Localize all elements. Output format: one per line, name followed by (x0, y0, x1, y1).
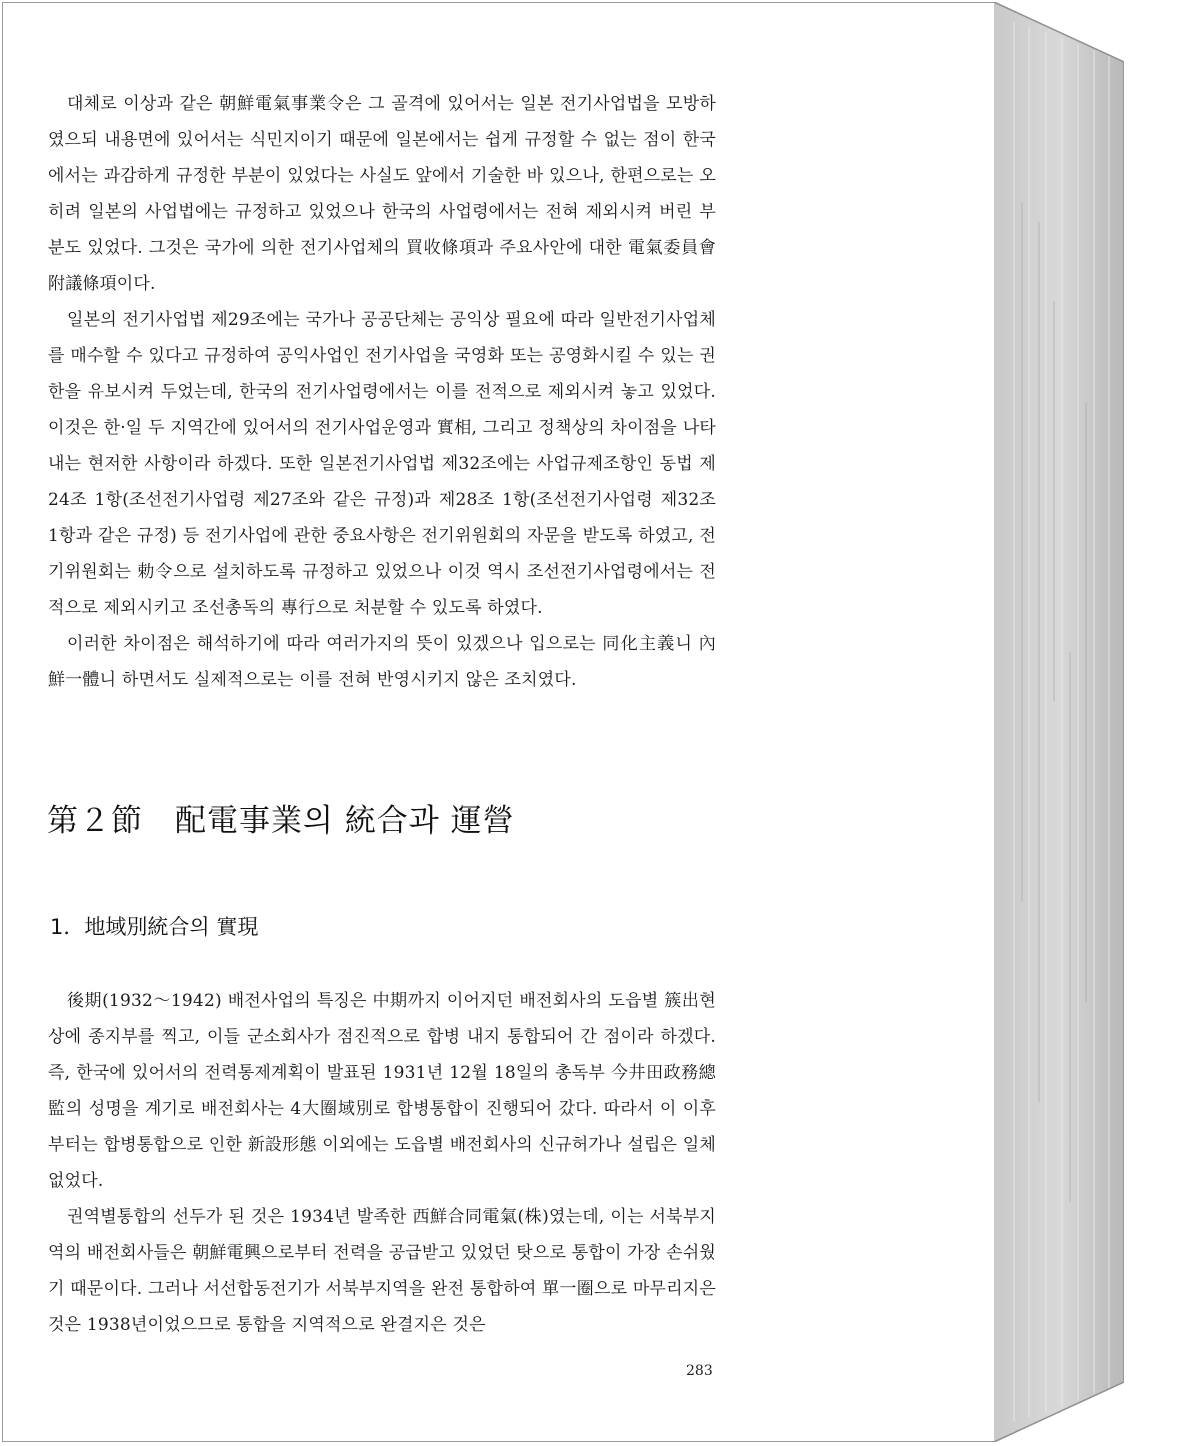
paragraph: 後期(1932～1942) 배전사업의 특징은 中期까지 이어지던 배전회사의 도읍별 簇出현상에 종지부를 찍고, 이들 군소회사가 점진적으로 합병 내지 통합되어 간 점이라 하겠다. 즉, 한국에 있어서의 전력통제계획이 발표된 1931년 12월 18일의 총독부 今井田政務總監의 성명을 계기로 배전회사는 4大圈域別로 합병통합이 진행되어 갔다. 따라서 이 이후부터는 합병통합으로 인한 新設形態 이외에는 도읍별 배전회사의 신규허가나 설립은 일체 없었다. (48, 991, 716, 1191)
section-intro-text (48, 86, 716, 698)
paragraph: 일본의 전기사업법 제29조에는 국가나 공공단체는 공익상 필요에 따라 일반전기사업체를 매수할 수 있다고 규정하여 공익사업인 전기사업을 국영화 또는 공영화시킬 수 있는 권한을 유보시켜 두었는데, 한국의 전기사업령에서는 이를 전적으로 제외시켜 놓고 있었다. 이것은 한·일 두 지역간에 있어서의 전기사업운영과 實相, 그리고 정책상의 차이점을 나타내는 현저한 사항이라 하겠다. 또한 일본전기사업법 제32조에는 사업규제조항인 동법 제24조 1항(조선전기사업령 제27조와 같은 규정)과 제28조 1항(조선전기사업령 제32조 1항과 같은 규정) 등 전기사업에 관한 중요사항은 전기위원회의 자문을 받도록 하였고, 전기위원회는 勅令으로 설치하도록 규정하고 있었으나 이것 역시 조선전기사업령에서는 전적으로 제외시키고 조선총독의 專行으로 처분할 수 있도록 하였다. (48, 310, 716, 618)
page-stack-illustration (994, 2, 1124, 1442)
book-page-edge (994, 2, 1124, 1442)
paragraph: 이러한 차이점은 해석하기에 따라 여러가지의 뜻이 있겠으나 입으로는 同化主義니 內鮮一體니 하면서도 실제적으로는 이를 전혀 반영시키지 않은 조치였다. (48, 634, 716, 690)
page-number: 283 (686, 1363, 713, 1379)
section-body-text (48, 983, 716, 1343)
paragraph: 대체로 이상과 같은 朝鮮電氣事業令은 그 골격에 있어서는 일본 전기사업법을 모방하였으되 내용면에 있어서는 식민지이기 때문에 일본에서는 쉽게 규정할 수 없는 점이 한국에서는 과감하게 규정한 부분이 있었다는 사실도 앞에서 기술한 바 있으나, 한편으로는 오히려 일본의 사업법에는 규정하고 있었으나 한국의 사업령에서는 전혀 제외시켜 버린 부분도 있었다. 그것은 국가에 의한 전기사업체의 買收條項과 주요사안에 대한 電氣委員會附議條項이다. (48, 94, 716, 294)
section-title: 第２節 配電事業의 統合과 運營 (47, 803, 515, 839)
paragraph: 권역별통합의 선두가 된 것은 1934년 발족한 西鮮合同電氣(株)였는데, 이는 서북부지역의 배전회사들은 朝鮮電興으로부터 전력을 공급받고 있었던 탓으로 통합이 가장 손쉬웠기 때문이다. 그러나 서선합동전기가 서북부지역을 완전 통합하여 單一圈으로 마무리지은 것은 1938년이었으므로 통합을 지역적으로 완결지은 것은 (48, 1207, 716, 1335)
book-page (2, 2, 996, 1442)
subsection-title: 1．地域別統合의 實現 (50, 915, 259, 939)
